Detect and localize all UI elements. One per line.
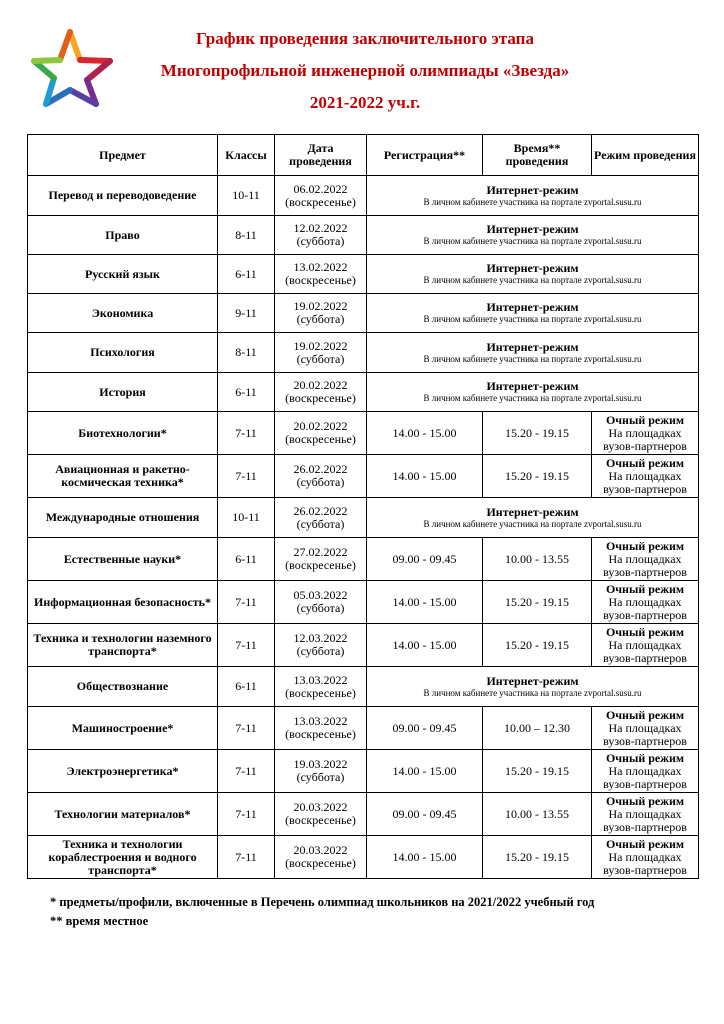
footnote-2: ** время местное bbox=[50, 914, 149, 928]
cell-subject: Естественные науки* bbox=[28, 538, 218, 581]
offline-mode-note: На площадках вузов-партнеров bbox=[603, 425, 687, 453]
offline-mode-note: На площадках вузов-партнеров bbox=[603, 763, 687, 791]
table-row bbox=[28, 216, 699, 255]
cell-subject: Техника и технологии кораблестроения и водного транспорта* bbox=[28, 836, 218, 879]
cell-subject: Право bbox=[28, 216, 218, 255]
cell-offline-mode bbox=[592, 836, 699, 879]
online-mode-note: В личном кабинете участника на портале zvportal.susu.ru bbox=[423, 314, 642, 324]
cell-registration: 09.00 - 09.45 bbox=[367, 538, 483, 581]
date-value: 13.03.2022 bbox=[293, 714, 348, 728]
online-mode-note: В личном кабинете участника на портале zvportal.susu.ru bbox=[423, 353, 642, 364]
cell-date bbox=[275, 216, 367, 255]
cell-grades: 9-11 bbox=[218, 294, 275, 333]
day-of-week: (воскресенье) bbox=[285, 391, 356, 405]
cell-grades: 7-11 bbox=[218, 412, 275, 455]
table-row bbox=[28, 294, 699, 333]
cell-subject: Международные отношения bbox=[28, 498, 218, 538]
online-mode-label: Интернет-режим bbox=[486, 339, 579, 354]
star-logo-icon bbox=[30, 28, 114, 108]
online-mode-note: В личном кабинете участника на портале zvportal.susu.ru bbox=[423, 236, 642, 246]
day-of-week: (суббота) bbox=[296, 770, 345, 784]
date-value: 19.02.2022 bbox=[293, 338, 348, 353]
online-mode-label: Интернет-режим bbox=[486, 182, 579, 197]
cell-date bbox=[275, 836, 367, 879]
offline-mode-label: Очный режим bbox=[605, 750, 685, 765]
day-of-week: (воскресенье) bbox=[285, 558, 356, 572]
cell-registration: 14.00 - 15.00 bbox=[367, 412, 483, 455]
cell-registration: 14.00 - 15.00 bbox=[367, 581, 483, 624]
online-mode-label: Интернет-режим bbox=[486, 222, 579, 236]
table-row bbox=[28, 255, 699, 294]
cell-date bbox=[275, 255, 367, 294]
cell-time: 10.00 - 13.55 bbox=[483, 793, 592, 836]
offline-mode-label: Очный режим bbox=[605, 412, 685, 427]
date-value: 20.03.2022 bbox=[293, 800, 348, 814]
date-value: 19.03.2022 bbox=[293, 757, 348, 771]
cell-subject: Обществознание bbox=[28, 667, 218, 707]
date-value: 12.03.2022 bbox=[293, 631, 348, 645]
table-row bbox=[28, 412, 699, 455]
cell-offline-mode bbox=[592, 707, 699, 750]
offline-mode-label: Очный режим bbox=[605, 581, 685, 596]
cell-time: 15.20 - 19.15 bbox=[483, 836, 592, 879]
day-of-week: (воскресенье) bbox=[285, 432, 356, 446]
cell-online-mode bbox=[367, 373, 699, 412]
cell-offline-mode bbox=[592, 455, 699, 498]
cell-subject: Русский язык bbox=[28, 255, 218, 294]
cell-online-mode bbox=[367, 294, 699, 333]
cell-offline-mode bbox=[592, 624, 699, 667]
day-of-week: (воскресенье) bbox=[285, 727, 356, 741]
cell-grades: 7-11 bbox=[218, 455, 275, 498]
date-value: 20.03.2022 bbox=[293, 843, 348, 857]
cell-grades: 7-11 bbox=[218, 793, 275, 836]
date-value: 05.03.2022 bbox=[293, 588, 348, 602]
day-of-week: (воскресенье) bbox=[285, 856, 356, 870]
cell-date bbox=[275, 793, 367, 836]
cell-grades: 7-11 bbox=[218, 836, 275, 879]
cell-date bbox=[275, 294, 367, 333]
header-time: Время** проведения bbox=[483, 135, 592, 176]
cell-subject: Электроэнергетика* bbox=[28, 750, 218, 793]
cell-grades: 6-11 bbox=[218, 667, 275, 707]
cell-grades: 10-11 bbox=[218, 498, 275, 538]
cell-subject: История bbox=[28, 373, 218, 412]
cell-online-mode bbox=[367, 333, 699, 373]
date-value: 26.02.2022 bbox=[293, 462, 348, 476]
cell-time: 10.00 – 12.30 bbox=[483, 707, 592, 750]
cell-grades: 7-11 bbox=[218, 624, 275, 667]
cell-date bbox=[275, 373, 367, 412]
cell-offline-mode bbox=[592, 581, 699, 624]
header-registration: Регистрация** bbox=[367, 135, 483, 176]
offline-mode-label: Очный режим bbox=[605, 455, 685, 470]
cell-registration: 14.00 - 15.00 bbox=[367, 624, 483, 667]
online-mode-note: В личном кабинете участника на портале zvportal.susu.ru bbox=[423, 518, 642, 529]
cell-subject: Машиностроение* bbox=[28, 707, 218, 750]
offline-mode-note: На площадках вузов-партнеров bbox=[603, 637, 687, 665]
day-of-week: (суббота) bbox=[296, 351, 345, 366]
cell-subject: Информационная безопасность* bbox=[28, 581, 218, 624]
table-row bbox=[28, 624, 699, 667]
offline-mode-note: На площадках вузов-партнеров bbox=[603, 806, 687, 834]
table-row bbox=[28, 667, 699, 707]
cell-date bbox=[275, 581, 367, 624]
offline-mode-label: Очный режим bbox=[605, 624, 685, 639]
cell-subject: Перевод и переводоведение bbox=[28, 176, 218, 216]
page-title-line-2: Многопрофильной инженерной олимпиады «Звезда» bbox=[160, 61, 570, 80]
offline-mode-note: На площадках вузов-партнеров bbox=[603, 720, 687, 748]
cell-date bbox=[275, 333, 367, 373]
cell-subject: Психология bbox=[28, 333, 218, 373]
footnote-1: * предметы/профили, включенные в Перечень олимпиад школьников на 2021/2022 учебный год bbox=[50, 895, 595, 909]
date-value: 27.02.2022 bbox=[293, 545, 348, 559]
header-date: Дата проведения bbox=[275, 135, 367, 176]
cell-subject: Авиационная и ракетно-космическая техника* bbox=[28, 455, 218, 498]
cell-date bbox=[275, 750, 367, 793]
cell-date bbox=[275, 707, 367, 750]
online-mode-label: Интернет-режим bbox=[486, 379, 579, 393]
cell-online-mode bbox=[367, 498, 699, 538]
online-mode-label: Интернет-режим bbox=[486, 673, 579, 688]
online-mode-label: Интернет-режим bbox=[486, 300, 579, 314]
cell-date bbox=[275, 455, 367, 498]
day-of-week: (воскресенье) bbox=[285, 813, 356, 827]
cell-grades: 6-11 bbox=[218, 255, 275, 294]
cell-registration: 09.00 - 09.45 bbox=[367, 707, 483, 750]
cell-grades: 7-11 bbox=[218, 707, 275, 750]
cell-grades: 6-11 bbox=[218, 538, 275, 581]
table-header-row bbox=[28, 135, 699, 176]
table-row bbox=[28, 373, 699, 412]
cell-online-mode bbox=[367, 176, 699, 216]
table-row bbox=[28, 836, 699, 879]
online-mode-note: В личном кабинете участника на портале zvportal.susu.ru bbox=[423, 687, 642, 698]
header-grades: Классы bbox=[218, 135, 275, 176]
day-of-week: (суббота) bbox=[296, 234, 345, 248]
date-value: 20.02.2022 bbox=[293, 378, 348, 392]
table-row bbox=[28, 176, 699, 216]
page-title-line-1: График проведения заключительного этапа bbox=[196, 29, 534, 48]
online-mode-note: В личном кабинете участника на портале zvportal.susu.ru bbox=[423, 275, 642, 285]
offline-mode-note: На площадках вузов-партнеров bbox=[603, 849, 687, 877]
header-mode: Режим проведения bbox=[592, 135, 699, 176]
day-of-week: (воскресенье) bbox=[285, 685, 356, 700]
cell-grades: 8-11 bbox=[218, 333, 275, 373]
date-value: 20.02.2022 bbox=[293, 419, 348, 433]
cell-time: 15.20 - 19.15 bbox=[483, 750, 592, 793]
cell-date bbox=[275, 667, 367, 707]
cell-registration: 14.00 - 15.00 bbox=[367, 750, 483, 793]
cell-subject: Экономика bbox=[28, 294, 218, 333]
offline-mode-label: Очный режим bbox=[605, 707, 685, 722]
cell-offline-mode bbox=[592, 793, 699, 836]
cell-online-mode bbox=[367, 216, 699, 255]
cell-grades: 8-11 bbox=[218, 216, 275, 255]
cell-subject: Техника и технологии наземного транспорта* bbox=[28, 624, 218, 667]
table-row bbox=[28, 581, 699, 624]
online-mode-label: Интернет-режим bbox=[486, 504, 579, 519]
cell-offline-mode bbox=[592, 750, 699, 793]
date-value: 06.02.2022 bbox=[293, 181, 348, 196]
offline-mode-note: На площадках вузов-партнеров bbox=[603, 594, 687, 622]
cell-time: 15.20 - 19.15 bbox=[483, 581, 592, 624]
date-value: 13.03.2022 bbox=[293, 672, 348, 687]
page-title-line-3: 2021-2022 уч.г. bbox=[309, 93, 421, 112]
offline-mode-note: На площадках вузов-партнеров bbox=[603, 551, 687, 579]
offline-mode-label: Очный режим bbox=[605, 538, 685, 553]
cell-grades: 10-11 bbox=[218, 176, 275, 216]
online-mode-note: В личном кабинете участника на портале zvportal.susu.ru bbox=[423, 393, 642, 403]
schedule-table bbox=[27, 134, 699, 879]
footnotes bbox=[50, 893, 594, 931]
table-row bbox=[28, 707, 699, 750]
cell-subject: Биотехнологии* bbox=[28, 412, 218, 455]
day-of-week: (суббота) bbox=[296, 312, 345, 326]
cell-time: 15.20 - 19.15 bbox=[483, 624, 592, 667]
cell-date bbox=[275, 498, 367, 538]
online-mode-note: В личном кабинете участника на портале zvportal.susu.ru bbox=[423, 196, 642, 207]
offline-mode-label: Очный режим bbox=[605, 836, 685, 851]
cell-offline-mode bbox=[592, 412, 699, 455]
cell-time: 15.20 - 19.15 bbox=[483, 412, 592, 455]
cell-offline-mode bbox=[592, 538, 699, 581]
header-subject: Предмет bbox=[28, 135, 218, 176]
day-of-week: (воскресенье) bbox=[285, 194, 356, 209]
date-value: 26.02.2022 bbox=[293, 503, 348, 518]
cell-time: 10.00 - 13.55 bbox=[483, 538, 592, 581]
cell-date bbox=[275, 412, 367, 455]
table-row bbox=[28, 793, 699, 836]
day-of-week: (суббота) bbox=[296, 516, 345, 531]
table-row bbox=[28, 498, 699, 538]
table-row bbox=[28, 333, 699, 373]
cell-date bbox=[275, 538, 367, 581]
online-mode-label: Интернет-режим bbox=[486, 261, 579, 275]
day-of-week: (воскресенье) bbox=[285, 273, 356, 287]
day-of-week: (суббота) bbox=[296, 644, 345, 658]
offline-mode-note: На площадках вузов-партнеров bbox=[603, 468, 687, 496]
cell-online-mode bbox=[367, 667, 699, 707]
cell-online-mode bbox=[367, 255, 699, 294]
cell-subject: Технологии материалов* bbox=[28, 793, 218, 836]
cell-time: 15.20 - 19.15 bbox=[483, 455, 592, 498]
table-row bbox=[28, 455, 699, 498]
date-value: 12.02.2022 bbox=[293, 221, 348, 235]
cell-registration: 14.00 - 15.00 bbox=[367, 455, 483, 498]
cell-registration: 14.00 - 15.00 bbox=[367, 836, 483, 879]
cell-grades: 7-11 bbox=[218, 581, 275, 624]
table-row bbox=[28, 538, 699, 581]
offline-mode-label: Очный режим bbox=[605, 793, 685, 808]
date-value: 13.02.2022 bbox=[293, 260, 348, 274]
cell-date bbox=[275, 176, 367, 216]
cell-date bbox=[275, 624, 367, 667]
cell-grades: 7-11 bbox=[218, 750, 275, 793]
day-of-week: (суббота) bbox=[296, 475, 345, 489]
table-row bbox=[28, 750, 699, 793]
day-of-week: (суббота) bbox=[296, 601, 345, 615]
date-value: 19.02.2022 bbox=[293, 299, 348, 313]
cell-registration: 09.00 - 09.45 bbox=[367, 793, 483, 836]
cell-grades: 6-11 bbox=[218, 373, 275, 412]
